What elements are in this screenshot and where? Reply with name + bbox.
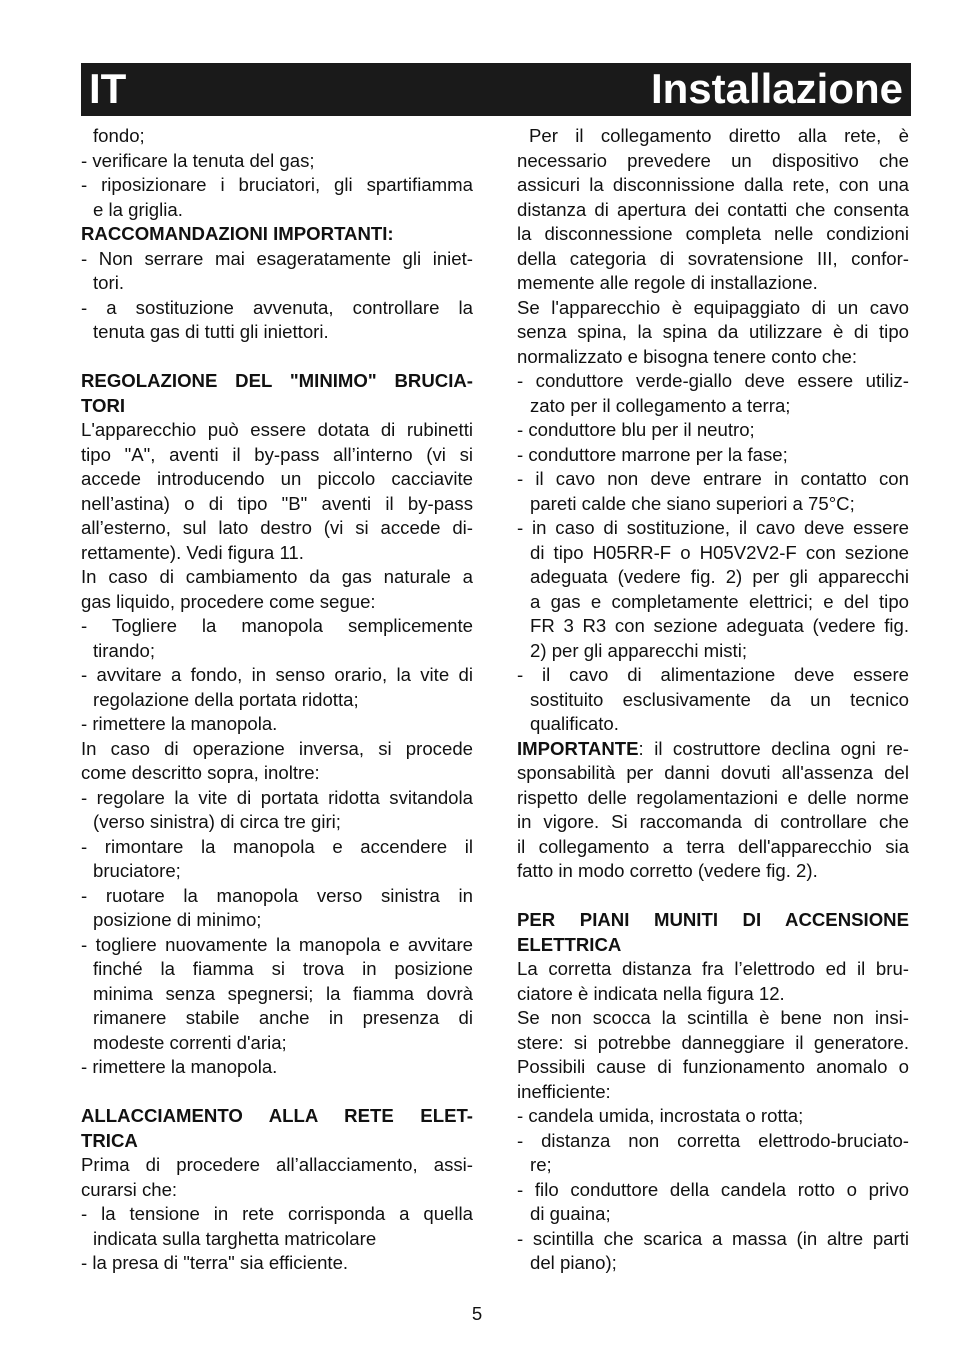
text-line: della categoria di sovratensione III, confor- — [517, 247, 909, 269]
text-line: - la presa di "terra" sia efficiente. — [81, 1252, 349, 1273]
text-line: re; — [530, 1154, 552, 1175]
text-line: - rimettere la manopola. — [81, 1056, 278, 1077]
text-line: ELETTRICA — [517, 933, 622, 955]
text-line: nell’astina) o di tipo "B" aventi il by-pass — [81, 492, 473, 514]
text-line: del piano); — [530, 1252, 617, 1273]
right-column — [517, 124, 909, 1276]
text-line: modeste correnti d'aria; — [93, 1031, 287, 1053]
text-line: Se non scocca la scintilla è bene non insi- — [517, 1007, 909, 1028]
text-line: tirando; — [93, 639, 156, 661]
text-line: REGOLAZIONE DEL "MINIMO" BRUCIA- — [81, 370, 473, 391]
text-line: - conduttore verde-giallo deve essere utiliz- — [517, 370, 909, 391]
text-line: di tipo H05RR-F o H05V2V2-F con sezione — [530, 541, 909, 563]
text-line: memente alle regole di installazione. — [517, 272, 818, 293]
text-line: assicuri la disconnissione dalla rete, con una — [517, 174, 909, 195]
text-line: regolazione della portata ridotta; — [93, 688, 359, 710]
text-line: - rimettere la manopola. — [81, 713, 278, 734]
bold-label: IMPORTANTE — [517, 737, 639, 759]
text-line — [517, 884, 909, 909]
language-code: IT — [89, 65, 127, 112]
text-line: inefficiente: — [517, 1080, 611, 1102]
text-line — [517, 737, 909, 762]
text-line: PER PIANI MUNITI DI ACCENSIONE — [517, 909, 909, 930]
text-line: RACCOMANDAZIONI IMPORTANTI: — [81, 223, 394, 244]
page-number: 5 — [471, 1303, 483, 1324]
text-line: stere: si potrebbe danneggiare il generatore. — [517, 1031, 909, 1053]
text-line: zato per il collegamento a terra; — [530, 394, 791, 416]
text-line: bruciatore; — [93, 860, 181, 881]
text-line: qualificato. — [530, 713, 619, 734]
left-column — [81, 124, 473, 1276]
text-line: gas liquido, procedere come segue: — [81, 590, 376, 612]
text-line: - avvitare a fondo, in senso orario, la vite di — [81, 664, 473, 685]
text-line — [81, 345, 473, 370]
text-line: - distanza non corretta elettrodo-bruciato- — [517, 1129, 909, 1151]
text-line: - Togliere la manopola semplicemente — [81, 615, 473, 636]
text-line: 2) per gli apparecchi misti; — [530, 639, 748, 661]
text-line: Prima di procedere all’allacciamento, assi- — [81, 1154, 473, 1175]
text-line: rimanere stabile anche in presenza di — [93, 1007, 473, 1028]
text-line: come descritto sopra, inoltre: — [81, 762, 320, 783]
text-line: all’esterno, sul lato destro (vi si accede di- — [81, 517, 473, 538]
text-line: tipo "A", aventi il by-pass all’interno (vi si — [81, 443, 473, 465]
text-line: - il cavo di alimentazione deve essere — [517, 664, 909, 685]
text-line: senza spina, la spina da utilizzare è di tipo — [517, 321, 909, 342]
text-line: fatto in modo corretto (vedere fig. 2). — [517, 860, 818, 881]
text-line: e la griglia. — [93, 198, 183, 220]
text-line: sponsabilità per danni dovuti all'assenza del — [517, 762, 909, 783]
text-line: - il cavo non deve entrare in contatto con — [517, 468, 909, 489]
text-line: In caso di cambiamento da gas naturale a — [81, 566, 473, 587]
text-line: minima senza spegnersi; la fiamma dovrà — [93, 982, 473, 1004]
text-line: in vigore. Si raccomanda di controllare che — [517, 811, 909, 832]
text-line: La corretta distanza fra l’elettrodo ed il bru- — [517, 958, 909, 979]
text-line: a gas e completamente elettrici; e del tipo — [530, 590, 909, 612]
text-line: TRICA — [81, 1129, 138, 1151]
text-line: ciatore è indicata nella figura 12. — [517, 982, 785, 1004]
text-line: - Non serrare mai esageratamente gli iniet- — [81, 247, 473, 269]
text-line: rispetto delle regolamentazioni e delle norme — [517, 786, 909, 808]
text-line — [81, 1080, 473, 1105]
text-line: - candela umida, incrostata o rotta; — [517, 1105, 804, 1126]
text-line: posizione di minimo; — [93, 909, 262, 930]
text-line: - scintilla che scarica a massa (in altre parti — [517, 1227, 909, 1249]
page-header — [81, 63, 911, 116]
text-line: In caso di operazione inversa, si procede — [81, 737, 473, 759]
text-line: - rimontare la manopola e accendere il — [81, 835, 473, 857]
text-line: - regolare la vite di portata ridotta svitandola — [81, 786, 473, 808]
text-line: - la tensione in rete corrisponda a quella — [81, 1203, 473, 1224]
text-line: la disconnessione completa nelle condizioni — [517, 223, 909, 244]
text-line: - filo conduttore della candela rotto o privo — [517, 1178, 909, 1200]
text-line: - a sostituzione avvenuta, controllare la — [81, 296, 473, 318]
text-line: tori. — [93, 272, 124, 293]
text-line: - conduttore marrone per la fase; — [517, 443, 788, 465]
text-line: il collegamento a terra dell'apparecchio sia — [517, 835, 909, 857]
text-line: indicata sulla targhetta matricolare — [93, 1227, 377, 1249]
text-line: fondo; — [93, 125, 145, 146]
text-line: L'apparecchio può essere dotata di rubinetti — [81, 419, 473, 440]
text-line: - verificare la tenuta del gas; — [81, 149, 315, 171]
text-line: - riposizionare i bruciatori, gli spartifiamma — [81, 174, 473, 195]
text-line: - togliere nuovamente la manopola e avvitare — [81, 933, 473, 955]
line-text: : il costruttore declina ogni re- — [638, 737, 909, 759]
text-line: sostituito esclusivamente da un tecnico — [530, 688, 909, 710]
text-line: adeguata (vedere fig. 2) per gli apparecchi — [530, 566, 909, 587]
text-line: normalizzato e bisogna tenere conto che: — [517, 345, 858, 367]
text-line: pareti calde che siano superiori a 75°C; — [530, 492, 855, 514]
text-line: necessario prevedere un dispositivo che — [517, 149, 909, 171]
section-title: Installazione — [650, 65, 903, 112]
text-line: distanza di apertura dei contatti che consenta — [517, 198, 909, 220]
text-line: - ruotare la manopola verso sinistra in — [81, 884, 473, 906]
text-line: (verso sinistra) di circa tre giri; — [93, 811, 341, 832]
text-line: FR 3 R3 con sezione adeguata (vedere fig. — [530, 615, 909, 636]
text-line: di guaina; — [530, 1203, 611, 1224]
text-line: ALLACCIAMENTO ALLA RETE ELET- — [81, 1105, 473, 1126]
text-line: curarsi che: — [81, 1178, 178, 1200]
text-line: finché la fiamma si trova in posizione — [93, 958, 473, 979]
text-line: - in caso di sostituzione, il cavo deve essere — [517, 517, 909, 538]
text-line: Se l'apparecchio è equipaggiato di un cavo — [517, 296, 909, 318]
text-line: rettamente). Vedi figura 11. — [81, 541, 304, 563]
text-line: tenuta gas di tutti gli iniettori. — [93, 321, 329, 342]
text-line: TORI — [81, 394, 126, 416]
text-line: accede introducendo un piccolo cacciavite — [81, 468, 473, 489]
text-line: Possibili cause di funzionamento anomalo o — [517, 1056, 909, 1077]
text-line: Per il collegamento diretto alla rete, è — [529, 125, 909, 146]
text-line: - conduttore blu per il neutro; — [517, 419, 755, 440]
